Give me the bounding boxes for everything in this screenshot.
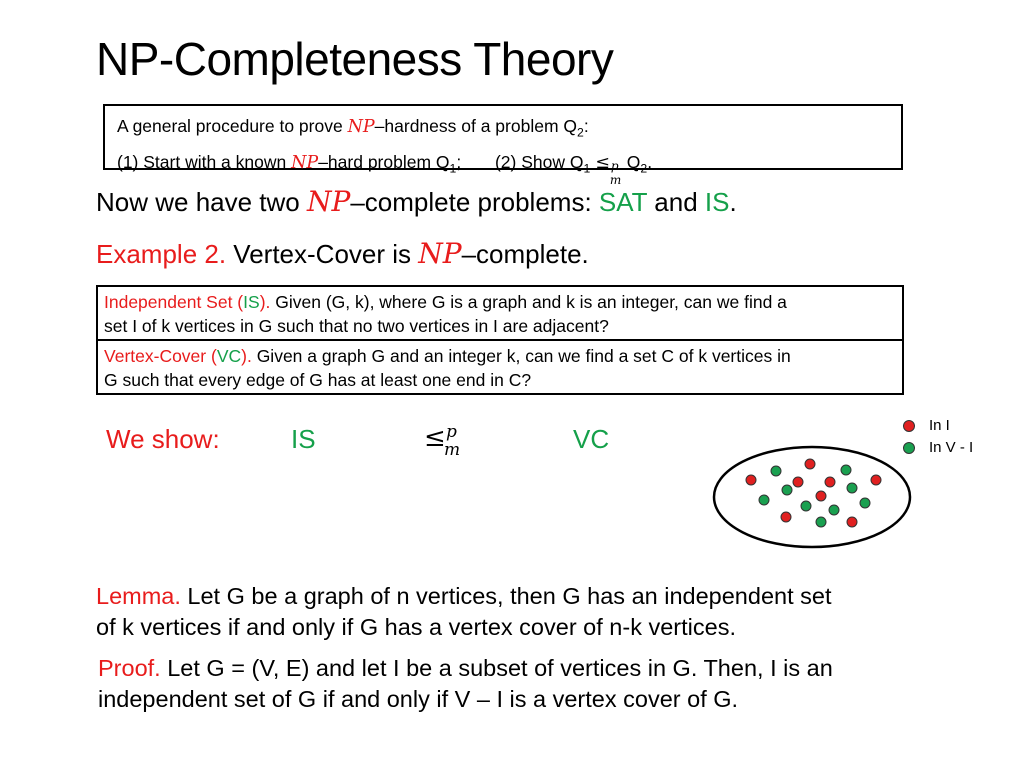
proof-label: Proof. xyxy=(98,655,161,681)
vertex-in-v-minus-i xyxy=(801,501,811,511)
is-definition-line-2: set I of k vertices in G such that no two vertices in I are adjacent? xyxy=(104,316,609,336)
legend-in-v-minus-i: In V - I xyxy=(929,439,974,456)
vertex-in-i xyxy=(816,491,826,501)
show-vc-label: VC xyxy=(573,424,610,454)
we-show-label: We show: xyxy=(106,424,220,454)
np-symbol: NP xyxy=(306,185,351,218)
vertex-in-v-minus-i xyxy=(759,495,769,505)
vertex-in-v-minus-i xyxy=(860,498,870,508)
vertex-in-i xyxy=(746,475,756,485)
graph-vertices xyxy=(746,459,881,527)
np-symbol: NP xyxy=(418,237,462,270)
complete-problems-statement: Now we have two NP–complete problems: SAT and IS. xyxy=(96,185,737,218)
show-is-label: IS xyxy=(291,424,316,454)
vertex-in-v-minus-i xyxy=(841,465,851,475)
proof-line-2: independent set of G if and only if V – I is a vertex cover of G. xyxy=(98,686,739,712)
lemma-label: Lemma. xyxy=(96,583,181,609)
is-definition-line-1: Independent Set (IS). Given (G, k), where G is a graph and k is an integer, can we find a xyxy=(104,292,787,312)
sat-label: SAT xyxy=(598,187,648,217)
proof-line-1: Proof. Let G = (V, E) and let I be a subset of vertices in G. Then, I is an xyxy=(98,655,833,681)
procedure-line-2: (1) Start with a known NP–hard problem $Q_1$; (2) Show $Q_1$ ≤ p m $Q_2$. xyxy=(117,151,653,187)
definitions-divider xyxy=(98,339,902,341)
show-reduction-symbol: ≤ p m xyxy=(424,422,461,460)
vertex-in-i xyxy=(847,517,857,527)
vertex-in-v-minus-i xyxy=(782,485,792,495)
lemma-line-1: Lemma. Let G be a graph of n vertices, then G has an independent set xyxy=(96,583,832,609)
graph-illustration xyxy=(700,445,930,565)
vertex-in-i xyxy=(805,459,815,469)
vertex-in-i xyxy=(793,477,803,487)
np-symbol: NP xyxy=(347,117,375,137)
vertex-in-v-minus-i xyxy=(829,505,839,515)
vertex-in-v-minus-i xyxy=(816,517,826,527)
example-heading: Example 2. Vertex-Cover is NP–complete. xyxy=(96,237,589,270)
procedure-box xyxy=(103,104,903,187)
vertex-in-v-minus-i xyxy=(771,466,781,476)
reduction-symbol: ≤ p m xyxy=(595,152,622,187)
legend-red-dot xyxy=(903,420,915,432)
lemma-line-2: of k vertices if and only if G has a vertex cover of n-k vertices. xyxy=(96,614,736,640)
vc-definition-line-2: G such that every edge of G has at least one end in C? xyxy=(104,370,532,390)
is-label: IS xyxy=(704,187,730,217)
slide-title: NP-Completeness Theory xyxy=(96,33,614,85)
example-label: Example 2. xyxy=(96,239,227,269)
vertex-in-i xyxy=(781,512,791,522)
vc-definition-line-1: Vertex-Cover (VC). Given a graph G and an integer k, can we find a set C of k vertices in xyxy=(104,346,791,366)
vertex-in-v-minus-i xyxy=(847,483,857,493)
np-symbol: NP xyxy=(291,152,319,173)
definitions-box xyxy=(96,285,904,395)
legend-in-i: In I xyxy=(929,417,950,434)
procedure-line-1: A general procedure to prove NP–hardness of a problem $Q_2$: xyxy=(117,116,589,140)
vertex-in-i xyxy=(825,477,835,487)
vertex-in-i xyxy=(871,475,881,485)
